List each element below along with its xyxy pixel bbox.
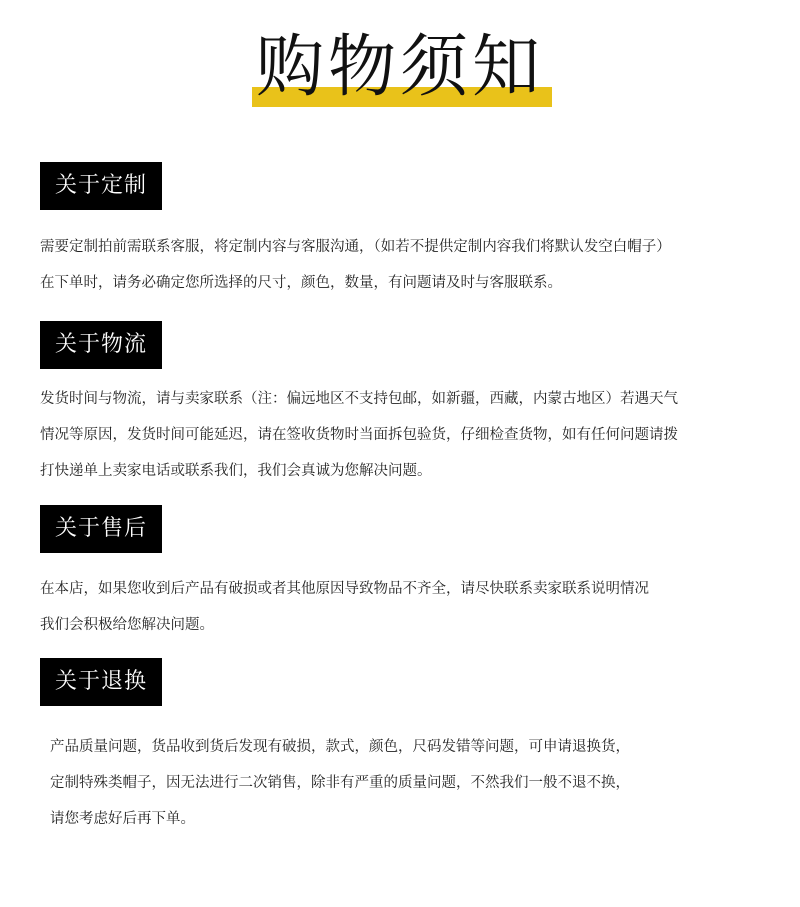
- text-line: 我们会积极给您解决问题。: [40, 617, 214, 633]
- section-label-after-sales: 关于售后: [40, 505, 162, 553]
- text-line: 产品质量问题，货品收到货后发现有破损，款式，颜色，尺码发错等问题，可申请退换货，: [50, 739, 630, 755]
- section-text-logistics: [40, 381, 678, 489]
- text-line: 在本店，如果您收到后产品有破损或者其他原因导致物品不齐全，请尽快联系卖家联系说明情况: [40, 581, 649, 597]
- text-line: 情况等原因，发货时间可能延迟，请在签收货物时当面拆包验货，仔细检查货物，如有任何问题请拨: [40, 427, 678, 443]
- text-line: 在下单时，请务必确定您所选择的尺寸，颜色，数量，有问题请及时与客服联系。: [40, 275, 562, 291]
- text-line: 打快递单上卖家电话或联系我们，我们会真诚为您解决问题。: [40, 463, 432, 479]
- text-line: 需要定制拍前需联系客服，将定制内容与客服沟通，（如若不提供定制内容我们将默认发空白帽子）: [40, 239, 671, 255]
- section-label-customization: 关于定制: [40, 162, 162, 210]
- section-label-returns: 关于退换: [40, 658, 162, 706]
- section-text-after-sales: [40, 571, 649, 643]
- section-text-returns: [50, 729, 630, 837]
- text-line: 发货时间与物流，请与卖家联系（注：偏远地区不支持包邮，如新疆，西藏，内蒙古地区）若遇天气: [40, 391, 678, 407]
- page-header: [0, 28, 800, 108]
- page-title: 购物须知: [255, 28, 544, 107]
- section-text-customization: [40, 229, 671, 301]
- text-line: 定制特殊类帽子，因无法进行二次销售，除非有严重的质量问题，不然我们一般不退不换，: [50, 775, 630, 791]
- section-label-logistics: 关于物流: [40, 321, 162, 369]
- text-line: 请您考虑好后再下单。: [50, 811, 195, 827]
